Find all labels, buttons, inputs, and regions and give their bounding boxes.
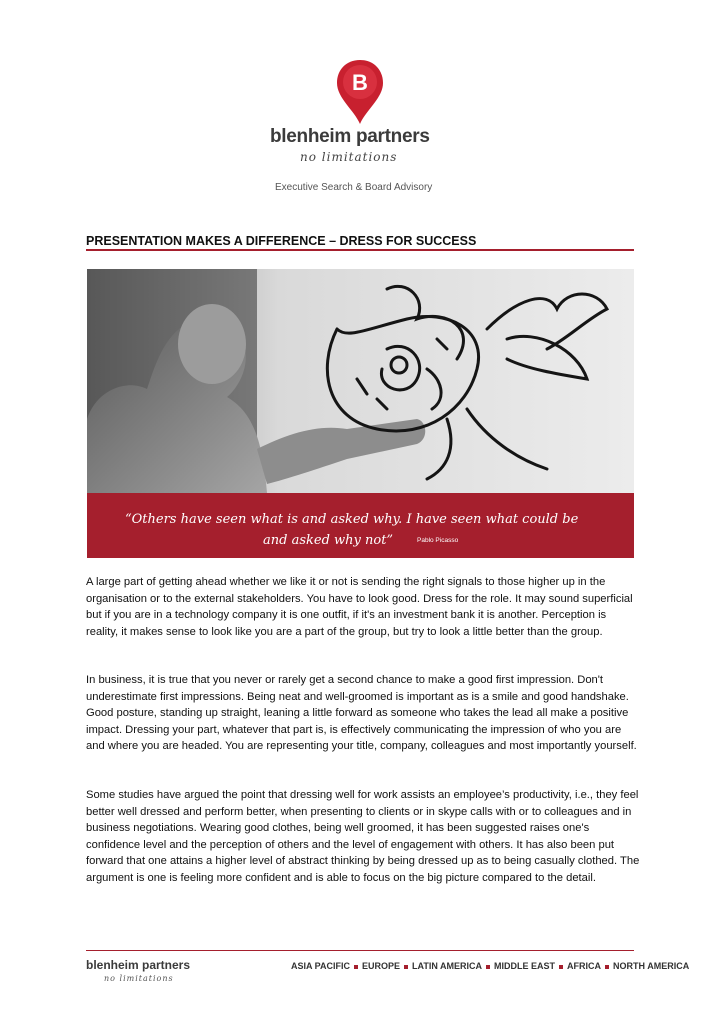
separator-square-icon (404, 965, 408, 969)
sub-brand: Executive Search & Board Advisory (275, 182, 433, 193)
region-label: NORTH AMERICA (613, 961, 690, 971)
footer-regions (291, 961, 689, 971)
separator-square-icon (354, 965, 358, 969)
footer-brand-name: blenheim partners (86, 958, 191, 972)
separator-square-icon (486, 965, 490, 969)
title-divider (86, 249, 634, 251)
hero-image (87, 269, 634, 558)
region-label: EUROPE (362, 961, 401, 971)
paragraph-1: A large part of getting ahead whether we like it or not is sending the right signals to those higher up in the organisation or to the external stakeholders. You have to look good. Dress for the role. It may sound superficial but if you are in a technology company it is one outfit, if it's an investment bank it is another. Perception is reality, it makes sense to look like you are a part of the group, but try to look a little better than the group. (86, 576, 633, 638)
quote-line-1: “Others have seen what is and asked why. I have seen what could be (125, 512, 579, 527)
paragraph-2: In business, it is true that you never or rarely get a second chance to make a good first impression. Don't underestimate first impressions. Being neat and well-groomed is important as is a smile and good handshake. Good posture, standing up straight, leaning a little forward as someone who takes the lead all make a positive impact. Dressing your part, whatever that part is, is effectively communicating the impression of who you are and where you are headed. You are representing your title, company, colleagues and most importantly yourself. (86, 674, 637, 753)
logo-letter: B (352, 70, 368, 95)
paragraph-3: Some studies have argued the point that dressing well for work assists an employee’s productivity, i.e., they feel better well dressed and perform better, when presenting to clients or in skype calls with or to colleagues and in business negotiations. Wearing good clothes, being well groomed, it has been suggested raises one's confidence level and the perception of others and the level of engagement with others. It has also been put forward that one attains a higher level of abstract thinking by being dressed up as to being casually clothed. The argument is one is feeling more confident and is able to focus on the big picture compared to the detail. (86, 789, 640, 884)
region-label: AFRICA (567, 961, 602, 971)
region-label: ASIA PACIFIC (291, 961, 351, 971)
separator-square-icon (605, 965, 609, 969)
picasso-drawing-illustration (87, 269, 634, 558)
brand-tagline: no limitations (300, 150, 398, 164)
footer-tagline: no limitations (104, 974, 174, 983)
map-pin-logo-icon (334, 58, 386, 126)
quote-line-2: and asked why not” (263, 533, 394, 548)
quote-attribution: Pablo Picasso (417, 537, 459, 544)
footer-divider (86, 950, 634, 951)
region-label: MIDDLE EAST (494, 961, 556, 971)
separator-square-icon (559, 965, 563, 969)
region-label: LATIN AMERICA (412, 961, 483, 971)
page-title: PRESENTATION MAKES A DIFFERENCE – DRESS FOR SUCCESS (86, 234, 477, 248)
brand-name: blenheim partners (270, 126, 430, 147)
